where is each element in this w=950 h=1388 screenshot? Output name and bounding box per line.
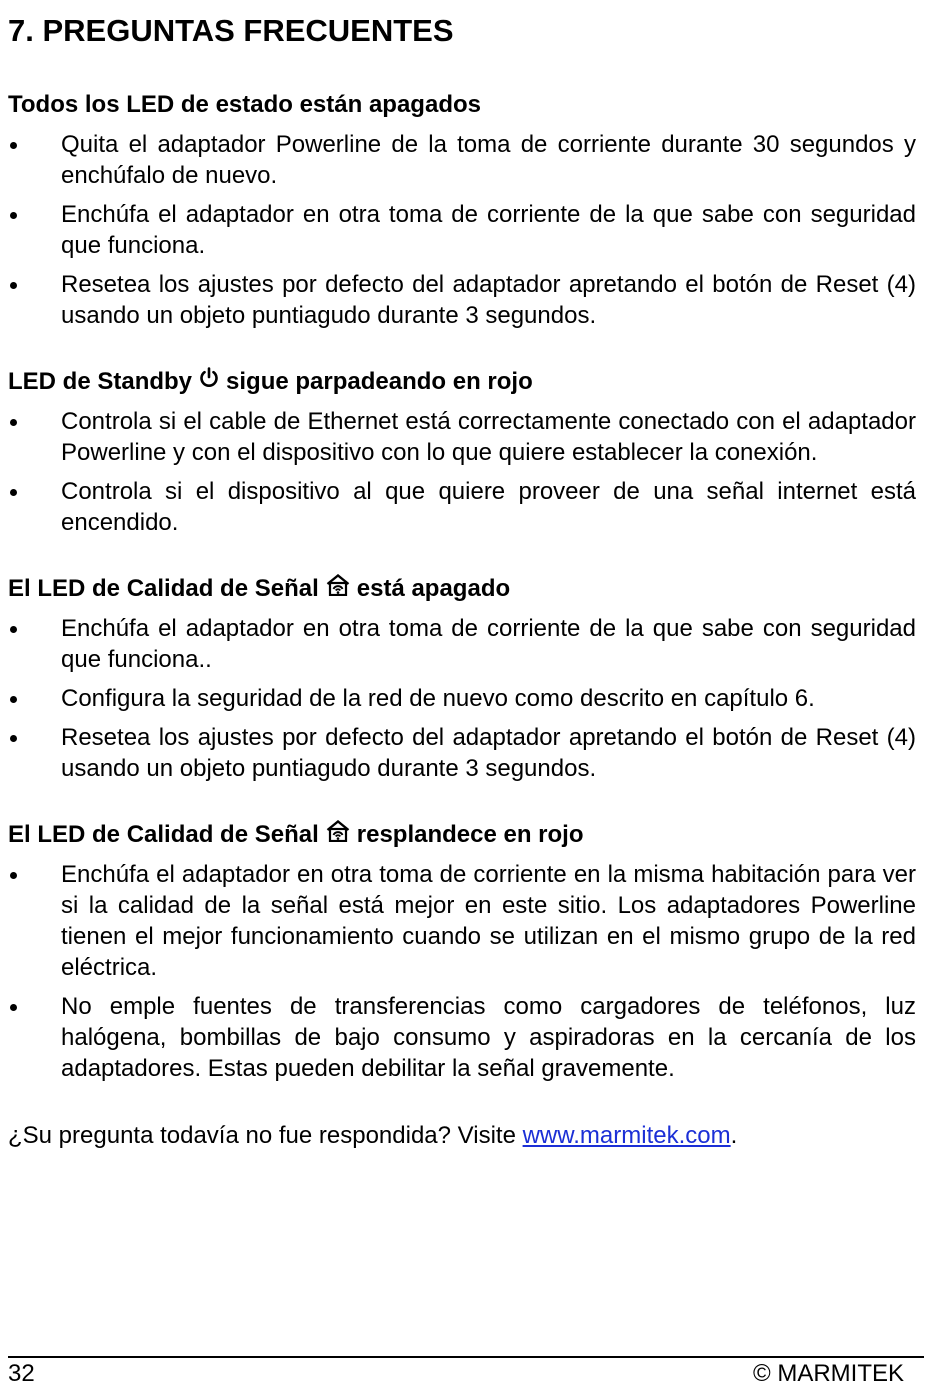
section-heading-suffix: está apagado — [356, 575, 511, 602]
house-signal-icon — [326, 820, 350, 850]
list-item-text: Configura la seguridad de la red de nuevo como descrito en capítulo 6. — [61, 685, 815, 712]
page-number: 32 — [8, 1360, 35, 1387]
list-item-text: Enchúfa el adaptador en otra toma de corriente de la que sabe con seguridad que funciona.. — [61, 615, 916, 673]
page-footer — [8, 1360, 904, 1388]
list-item — [8, 406, 916, 468]
bullet-list — [8, 613, 916, 784]
list-item — [8, 476, 916, 538]
faq-section — [8, 574, 916, 784]
list-item — [8, 683, 916, 714]
list-item — [8, 269, 916, 331]
faq-section — [8, 90, 916, 331]
bullet-list — [8, 859, 916, 1084]
bullet-icon — [10, 489, 17, 496]
list-item-text: Resetea los ajustes por defecto del adaptador apretando el botón de Reset (4) usando un objeto puntiagudo durante 3 segundos. — [61, 271, 916, 329]
list-item-text: Enchúfa el adaptador en otra toma de corriente de la que sabe con seguridad que funciona. — [61, 201, 916, 259]
section-heading-suffix: sigue parpadeando en rojo — [226, 368, 533, 395]
list-item — [8, 129, 916, 191]
section-heading-suffix: resplandece en rojo — [356, 821, 584, 848]
list-item — [8, 722, 916, 784]
bullet-icon — [10, 142, 17, 149]
section-heading — [8, 90, 916, 120]
faq-section — [8, 820, 916, 1084]
list-item — [8, 199, 916, 261]
list-item — [8, 991, 916, 1084]
marmitek-link[interactable]: www.marmitek.com — [522, 1122, 731, 1149]
bullet-icon — [10, 419, 17, 426]
bullet-icon — [10, 1004, 17, 1011]
bullet-icon — [10, 282, 17, 289]
house-signal-icon — [326, 574, 350, 604]
copyright: © MARMITEK — [752, 1360, 904, 1387]
power-icon — [199, 367, 219, 397]
faq-section — [8, 367, 916, 538]
list-item-text: Resetea los ajustes por defecto del adaptador apretando el botón de Reset (4) usando un objeto puntiagudo durante 3 segundos. — [61, 724, 916, 782]
footer-divider — [8, 1356, 924, 1358]
section-heading — [8, 367, 916, 397]
chapter-title: 7. PREGUNTAS FRECUENTES — [8, 13, 454, 48]
section-heading-text: Todos los LED de estado están apagados — [8, 91, 481, 118]
list-item-text: Enchúfa el adaptador en otra toma de corriente en la misma habitación para ver si la calidad de la señal está mejor en este sitio. Los adaptadores Powerline tienen el mejor funcionamiento cuando se utilizan en el mismo grupo de la red eléctrica. — [61, 861, 916, 981]
bullet-icon — [10, 735, 17, 742]
list-item-text: Controla si el cable de Ethernet está correctamente conectado con el adaptador Powerline y con el dispositivo con lo que quiere establecer la conexión. — [61, 408, 916, 466]
section-heading — [8, 574, 916, 604]
closing-line — [8, 1120, 916, 1151]
list-item-text: Quita el adaptador Powerline de la toma de corriente durante 30 segundos y enchúfalo de nuevo. — [61, 131, 916, 189]
section-heading — [8, 820, 916, 850]
bullet-list — [8, 129, 916, 331]
bullet-icon — [10, 872, 17, 879]
list-item-text: Controla si el dispositivo al que quiere proveer de una señal internet está encendido. — [61, 478, 916, 536]
list-item-text: No emple fuentes de transferencias como cargadores de teléfonos, luz halógena, bombillas de bajo consumo y aspiradoras en la cercanía de los adaptadores. Estas pueden debilitar la señal gravemente. — [61, 993, 916, 1082]
bullet-icon — [10, 696, 17, 703]
faq-sections — [8, 90, 916, 1084]
list-item — [8, 613, 916, 675]
bullet-icon — [10, 626, 17, 633]
closing-text: ¿Su pregunta todavía no fue respondida? Visite — [8, 1122, 523, 1149]
section-heading-text: El LED de Calidad de Señal — [8, 821, 319, 848]
section-heading-text: El LED de Calidad de Señal — [8, 575, 319, 602]
closing-period: . — [730, 1122, 738, 1149]
section-heading-text: LED de Standby — [8, 368, 193, 395]
bullet-icon — [10, 212, 17, 219]
bullet-list — [8, 406, 916, 538]
faq-page — [8, 12, 916, 1151]
list-item — [8, 859, 916, 983]
